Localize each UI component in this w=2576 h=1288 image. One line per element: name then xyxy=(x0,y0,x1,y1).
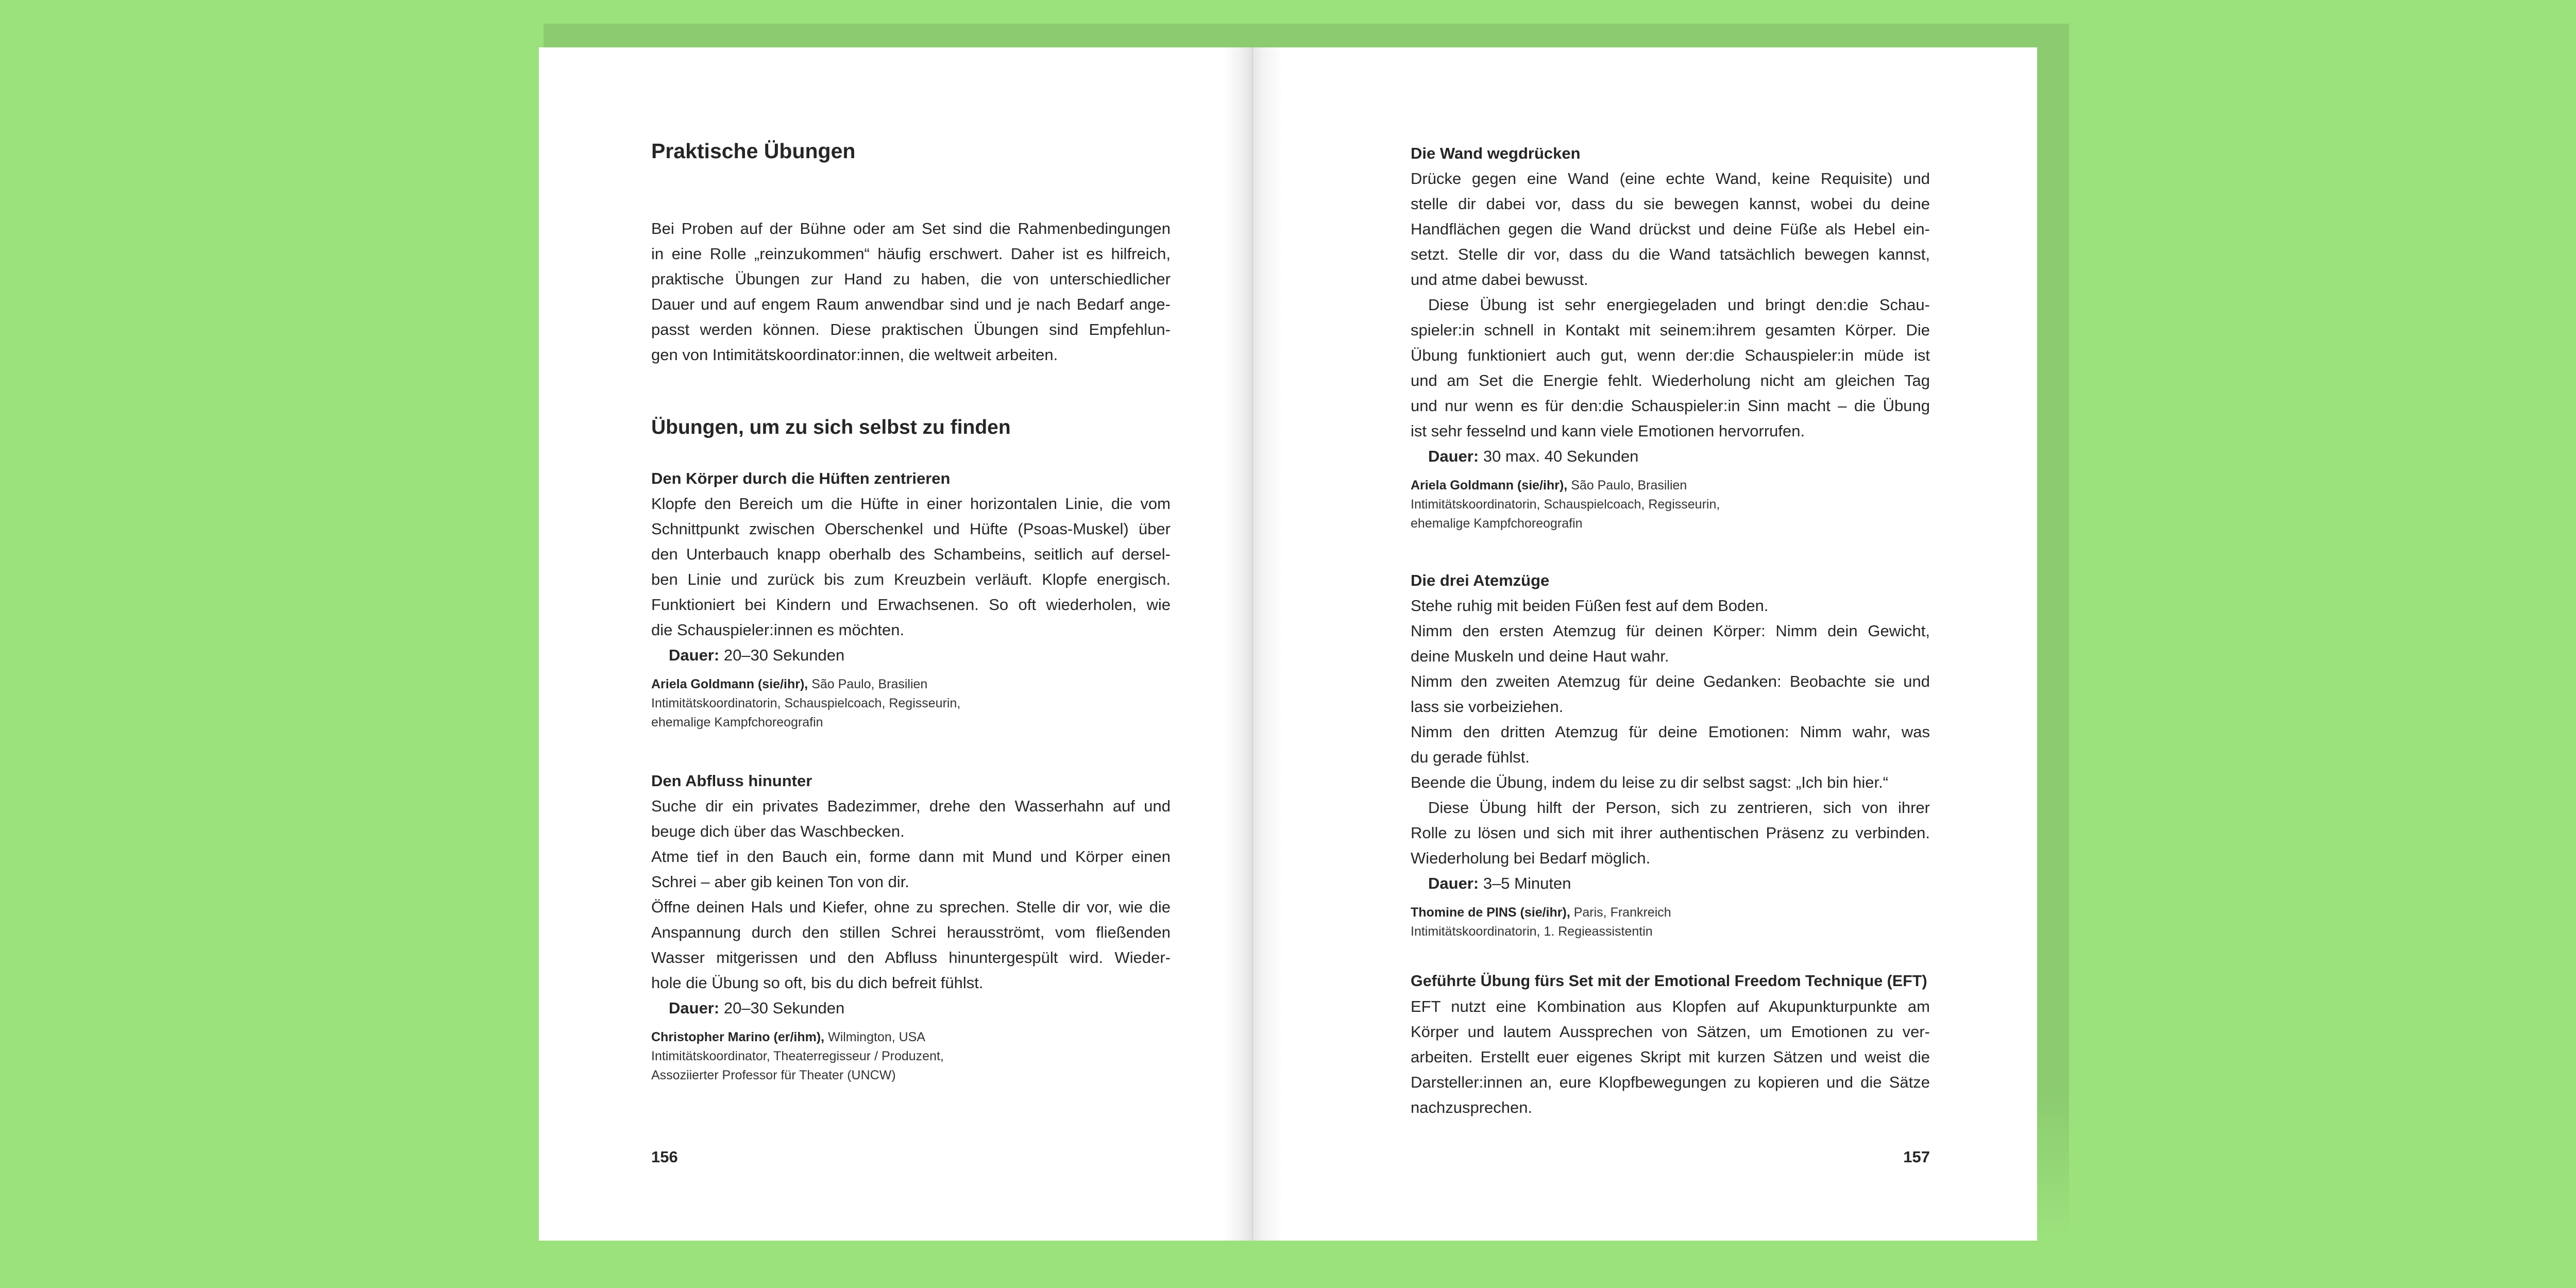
exercise-heading: Den Körper durch die Hüften zentrieren xyxy=(651,469,951,487)
credit-location: Wilmington, USA xyxy=(828,1030,926,1044)
left-page xyxy=(539,47,1252,1241)
right-page xyxy=(1252,47,2037,1241)
page-title: Praktische Übungen xyxy=(651,139,856,163)
text-line: hole die Übung so oft, bis du dich befreit fühlst. xyxy=(651,974,984,992)
text-line: und atme dabei bewusst. xyxy=(1411,270,1588,289)
credit-role-line: Intimitätskoordinatorin, 1. Regieassistentin xyxy=(1411,924,1653,939)
exercise-heading: Den Abfluss hinunter xyxy=(651,772,812,790)
text-line: stelle dir dabei vor, dass du sie bewegen kannst, wobei du deine xyxy=(1411,195,1930,213)
text-line: und nur wenn es für den:die Schauspieler:in Sinn macht – die Übung xyxy=(1411,397,1930,415)
intro-paragraph xyxy=(651,216,1171,367)
text-line: Nimm den zweiten Atemzug für deine Gedanken: Beobachte sie und xyxy=(1411,672,1930,690)
text-line: Wasser mitgerissen und den Abfluss hinuntergespült wird. Wieder- xyxy=(651,948,1171,967)
author-credit xyxy=(651,675,1171,732)
text-line: lass sie vorbeiziehen. xyxy=(1411,698,1564,716)
text-line: beuge dich über das Waschbecken. xyxy=(651,822,905,840)
text-line: den Unterbauch knapp oberhalb des Schambeins, seitlich auf dersel- xyxy=(651,545,1171,563)
exercise-block xyxy=(651,768,1171,1085)
credit-role-line: ehemalige Kampfchoreografin xyxy=(651,715,823,730)
text-line: Dauer und auf engem Raum anwendbar sind und je nach Bedarf ange- xyxy=(651,295,1171,313)
credit-role-line: Intimitätskoordinatorin, Schauspielcoach, Regisseurin, xyxy=(651,696,961,710)
page-number: 156 xyxy=(651,1148,678,1166)
duration-label: Dauer: xyxy=(669,646,720,664)
duration xyxy=(1411,871,1930,896)
credit-name-line xyxy=(1411,903,1930,922)
text-line: arbeiten. Erstellt euer eigenes Skript mit kurzen Sätzen und weist die xyxy=(1411,1048,1930,1066)
text-line: Nimm den ersten Atemzug für deinen Körper: Nimm dein Gewicht, xyxy=(1411,622,1930,640)
exercise-block xyxy=(1411,568,1930,941)
duration xyxy=(1411,444,1930,469)
text-line: EFT nutzt eine Kombination aus Klopfen auf Akupunkturpunkte am xyxy=(1411,997,1930,1015)
exercise-heading: Geführte Übung fürs Set mit der Emotional Freedom Technique (EFT) xyxy=(1411,972,1927,990)
section-heading: Übungen, um zu sich selbst zu finden xyxy=(651,416,1011,438)
text-line: Bei Proben auf der Bühne oder am Set sind die Rahmenbedingungen xyxy=(651,219,1171,238)
exercise-heading: Die Wand wegdrücken xyxy=(1411,144,1581,162)
text-line: Schrei – aber gib keinen Ton von dir. xyxy=(651,873,909,891)
credit-name-line xyxy=(1411,476,1930,495)
text-line: in eine Rolle „reinzukommen“ häufig erschwert. Daher ist es hilfreich, xyxy=(651,245,1171,263)
text-line: Diese Übung hilft der Person, sich zu zentrieren, sich von ihrer xyxy=(1428,799,1930,817)
text-line: gen von Intimitätskoordinator:innen, die weltweit arbeiten. xyxy=(651,346,1058,364)
author-credit xyxy=(1411,476,1930,533)
credit-name: Christopher Marino (er/ihm), xyxy=(651,1030,825,1044)
credit-location: Paris, Frankreich xyxy=(1573,905,1671,920)
text-line: praktische Übungen zur Hand zu haben, die von unterschiedlicher xyxy=(651,270,1171,288)
author-credit xyxy=(1411,903,1930,941)
text-line: passt werden können. Diese praktischen Übungen sind Empfehlun- xyxy=(651,320,1171,338)
text-line: setzt. Stelle dir vor, dass du die Wand tatsächlich bewegen kannst, xyxy=(1411,245,1930,263)
duration xyxy=(651,995,1171,1021)
credit-name: Ariela Goldmann (sie/ihr), xyxy=(1411,478,1568,493)
text-line: Diese Übung ist sehr energiegeladen und bringt den:die Schau- xyxy=(1428,296,1930,314)
text-line: Stehe ruhig mit beiden Füßen fest auf dem Boden. xyxy=(1411,597,1769,615)
credit-name-line xyxy=(651,675,1171,694)
text-line: Körper und lautem Aussprechen von Sätzen, um Emotionen zu ver- xyxy=(1411,1023,1930,1041)
text-line: spieler:in schnell in Kontakt mit seinem:ihrem gesamten Körper. Die xyxy=(1411,321,1930,339)
text-line: Atme tief in den Bauch ein, forme dann mit Mund und Körper einen xyxy=(651,848,1171,866)
credit-role-line: ehemalige Kampfchoreografin xyxy=(1411,516,1583,531)
exercise-heading: Die drei Atemzüge xyxy=(1411,571,1550,589)
duration-value: 20–30 Sekunden xyxy=(723,646,845,664)
text-line: Übung funktioniert auch gut, wenn der:die Schauspieler:in müde ist xyxy=(1411,346,1930,364)
duration-value: 3–5 Minuten xyxy=(1483,874,1571,892)
credit-role-line: Intimitätskoordinatorin, Schauspielcoach, Regisseurin, xyxy=(1411,497,1720,512)
text-line: Anspannung durch den stillen Schrei herausströmt, vom fließenden xyxy=(651,923,1171,941)
exercise-block xyxy=(651,466,1171,732)
duration-label: Dauer: xyxy=(1428,447,1479,465)
duration-value: 20–30 Sekunden xyxy=(723,999,845,1017)
text-line: Suche dir ein privates Badezimmer, drehe den Wasserhahn auf und xyxy=(651,797,1171,815)
text-line: Drücke gegen eine Wand (eine echte Wand, keine Requisite) und xyxy=(1411,170,1930,188)
credit-name: Thomine de PINS (sie/ihr), xyxy=(1411,905,1570,920)
text-line: nachzusprechen. xyxy=(1411,1098,1533,1116)
credit-role-line: Intimitätskoordinator, Theaterregisseur / Produzent, xyxy=(651,1049,944,1063)
credit-location: São Paulo, Brasilien xyxy=(811,677,928,691)
text-line: Rolle zu lösen und sich mit ihrer authentischen Präsenz zu verbinden. xyxy=(1411,824,1930,842)
duration xyxy=(651,642,1171,668)
credit-name-line xyxy=(651,1028,1171,1047)
credit-role-line: Assoziierter Professor für Theater (UNCW) xyxy=(651,1068,896,1082)
exercise-block xyxy=(1411,969,1930,1120)
text-line: Schnittpunkt zwischen Oberschenkel und Hüfte (Psoas-Muskel) über xyxy=(651,520,1171,538)
text-line: die Schauspieler:innen es möchten. xyxy=(651,621,905,639)
text-line: ist sehr fesselnd und kann viele Emotionen hervorrufen. xyxy=(1411,422,1805,440)
text-line: ben Linie und zurück bis zum Kreuzbein verläuft. Klopfe energisch. xyxy=(651,570,1171,588)
credit-location: São Paulo, Brasilien xyxy=(1571,478,1687,493)
text-line: deine Muskeln und deine Haut wahr. xyxy=(1411,647,1669,665)
text-line: Beende die Übung, indem du leise zu dir selbst sagst: „Ich bin hier.“ xyxy=(1411,773,1889,791)
text-line: Nimm den dritten Atemzug für deine Emotionen: Nimm wahr, was xyxy=(1411,723,1930,741)
duration-label: Dauer: xyxy=(669,999,720,1017)
duration-label: Dauer: xyxy=(1428,874,1479,892)
author-credit xyxy=(651,1028,1171,1085)
credit-name: Ariela Goldmann (sie/ihr), xyxy=(651,677,808,691)
text-line: du gerade fühlst. xyxy=(1411,748,1530,766)
text-line: Darsteller:innen an, eure Klopfbewegungen zu kopieren und die Sätze xyxy=(1411,1073,1930,1091)
text-line: und am Set die Energie fehlt. Wiederholung nicht am gleichen Tag xyxy=(1411,371,1930,389)
text-line: Funktioniert bei Kindern und Erwachsenen. So oft wiederholen, wie xyxy=(651,596,1171,614)
text-line: Handflächen gegen die Wand drückst und deine Füße als Hebel ein- xyxy=(1411,220,1930,238)
page-number: 157 xyxy=(1903,1148,1930,1166)
text-line: Wiederholung bei Bedarf möglich. xyxy=(1411,849,1651,867)
text-line: Klopfe den Bereich um die Hüfte in einer horizontalen Linie, die vom xyxy=(651,495,1171,513)
text-line: Öffne deinen Hals und Kiefer, ohne zu sprechen. Stelle dir vor, wie die xyxy=(651,898,1171,916)
exercise-block xyxy=(1411,141,1930,533)
duration-value: 30 max. 40 Sekunden xyxy=(1483,447,1639,465)
